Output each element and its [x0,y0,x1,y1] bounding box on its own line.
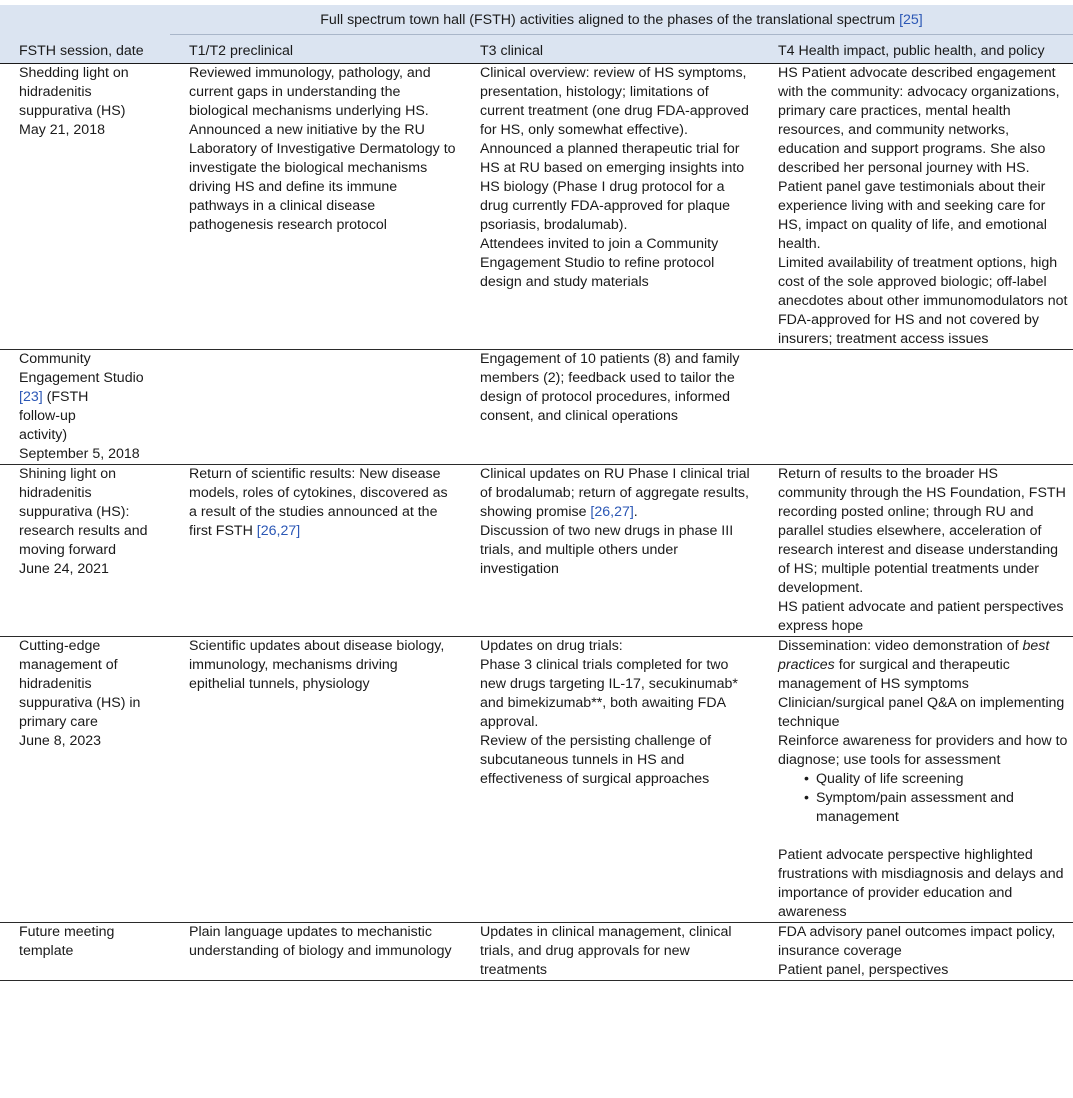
session-cell: Community Engagement Studio [23] (FSTH follow-up activity) September 5, 2018 [19,351,144,462]
session-cell: Future meeting template [19,924,115,959]
t4-cell: HS Patient advocate described engagement with the community: advocacy organizations, primary care practices, mental health resources, and community networks, education and support programs. She also described her personal journey with HS. Patient panel gave testimonials about their experience living with and seeking care for HS, impact on quality of life, and emotional health. Limited availability of treatment options, high cost of the sole approved biologic; off-label anecdotes about other immunomodulators not FDA-approved for HS and not covered by insurers; treatment access issues [778,65,1068,347]
column-header-t3: T3 clinical [461,35,759,64]
t1t2-cell: Return of scientific results: New disease models, roles of cytokines, discovered as a result of the studies announced at the first FSTH [26,27] [189,466,448,539]
t4-cell [759,350,1073,465]
assessment-tools-list [778,770,1069,827]
t1t2-cell: Plain language updates to mechanistic understanding of biology and immunology [189,924,452,959]
column-header-t4: T4 Health impact, public health, and policy [759,35,1073,64]
column-header-session: FSTH session, date [0,35,170,64]
session-cell: Shedding light on hidradenitis suppurativa (HS) May 21, 2018 [19,65,129,138]
t3-cell: Clinical overview: review of HS symptoms, presentation, histology; limitations of current treatment (one drug FDA-approved for HS, only somewhat effective). Announced a planned therapeutic trial for HS at RU based on emerging insights into HS biology (Phase I drug protocol for a drug currently FDA-approved for plaque psoriasis, brodalumab). Attendees invited to join a Community Engagement Studio to refine protocol design and study materials [480,65,749,290]
table-header-row-top [0,5,1073,35]
t4-cell: Return of results to the broader HS community through the HS Foundation, FSTH recording posted online; through RU and parallel studies elsewhere, acceleration of research interest and disease understanding of HS; multiple potential treatments under development. HS patient advocate and patient perspectives express hope [778,466,1066,634]
session-cell: Shining light on hidradenitis suppurativa (HS): research results and moving forward June 24, 2021 [19,466,148,577]
t4-cell: Dissemination: video demonstration of best practices for surgical and therapeutic management of HS symptoms Clinician/surgical panel Q&A on implementing technique Reinforce awareness for providers and how to diagnose; use tools for assessment • Quality of life screening • Symptom/pain assessment and management Patient advocate perspective highlighted frustrations with misdiagnosis and delays and importance of provider education and awareness [759,637,1073,923]
table-row [0,465,1073,637]
list-item: • Symptom/pain assessment and management [816,789,1069,827]
t3-cell: Updates on drug trials: Phase 3 clinical trials completed for two new drugs targeting IL-17, secukinumab* and bimekizumab**, both awaiting FDA approval. Review of the persisting challenge of subcutaneous tunnels in HS and effectiveness of surgical approaches [480,638,738,787]
table-row [0,350,1073,465]
table-header-row [0,35,1073,64]
session-cell: Cutting-edge management of hidradenitis suppurativa (HS) in primary care June 8, 2023 [19,638,141,749]
fsth-activities-table [0,5,1073,981]
t3-cell: Updates in clinical management, clinical trials, and drug approvals for new treatments [480,924,732,978]
t3-cell: Clinical updates on RU Phase I clinical trial of brodalumab; return of aggregate results, showing promise [26,27]. Discussion of two new drugs in phase III trials, and multiple others under investigation [480,466,750,577]
reference-link[interactable]: [25] [899,12,923,28]
table-row [0,637,1073,923]
reference-link[interactable]: [26,27] [590,504,634,520]
reference-link[interactable]: [26,27] [256,523,301,539]
reference-link[interactable]: 23 [22,389,39,405]
t3-cell: Engagement of 10 patients (8) and family members (2); feedback used to tailor the design of protocol procedures, informed consent, and clinical operations [480,351,740,424]
t1t2-cell: Scientific updates about disease biology, immunology, mechanisms driving epithelial tunnels, physiology [189,638,445,692]
table-row [0,64,1073,350]
list-item: • Quality of life screening [816,770,1069,789]
spanning-header: Full spectrum town hall (FSTH) activities aligned to the phases of the translational spectrum [25] [170,5,1073,35]
table-row [0,923,1073,981]
t1t2-cell: Reviewed immunology, pathology, and current gaps in understanding the biological mechanisms underlying HS. Announced a new initiative by the RU Laboratory of Investigative Dermatology to investigate the biological mechanisms driving HS and define its immune pathways in a clinical disease pathogenesis research protocol [189,65,456,233]
t4-cell: FDA advisory panel outcomes impact policy, insurance coverage Patient panel, perspectives [778,924,1056,978]
t1t2-cell [170,350,461,465]
column-header-t1t2: T1/T2 preclinical [170,35,461,64]
